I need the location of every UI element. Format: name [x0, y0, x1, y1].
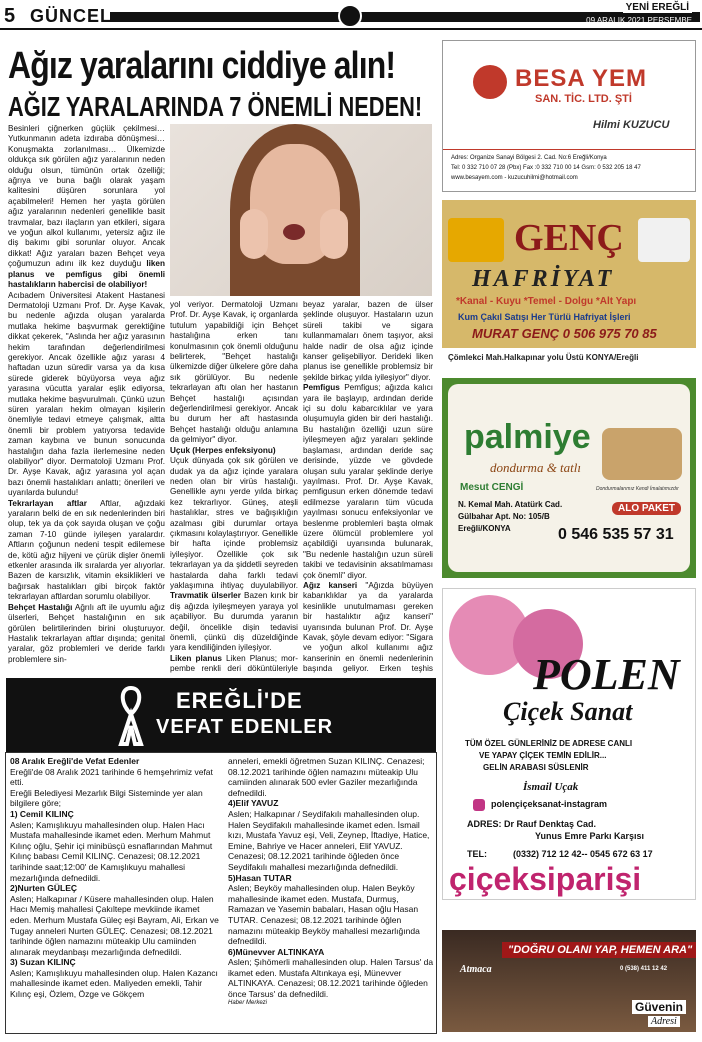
obituary-title-2: VEFAT EDENLER [156, 716, 334, 738]
obituary-title-1: EREĞLİ'DE [176, 688, 303, 713]
ad-polen-cicek[interactable]: POLEN Çiçek Sanat TÜM ÖZEL GÜNLERİNİZ DE ADRESE CANLI VE YAPAY ÇİÇEK TEMİN EDİLİR... GELİN ARABASI SÜSLENİR İsmail Uçak polençiçeksanat-instagram ADRES: Dr Rauf Denktaş Cad. Yunus Emre Parkı Karşısı TEL: (0332) 712 12 42-- 0545 672 63 17 çiçeksiparişi [442, 588, 696, 900]
ad-atmaca[interactable]: "DOĞRU OLANI YAP, HEMEN ARA" Atmaca 0 (538) 411 12 42 Güvenin Adresi [442, 930, 696, 1032]
globe-icon [338, 4, 362, 28]
section-name: GÜNCEL [30, 6, 112, 26]
paper-name: YENİ EREĞLİ [623, 2, 692, 13]
article-photo [170, 124, 432, 296]
obituary-column-2: anneleri, emekli öğretmen Suzan KILINÇ. Cenazesi; 08.12.2021 tarihinde öğlen namazını müteakip Ulu camiinden alınarak 500 evler Gaziler mezarlığında defnedildi. 4)Elif YAVUZ Aslen; Halkapınar / Seydifakılı mahallesinden olup. Halen Seydifakılı mahallesinde ikamet eden. İsmail kızı, Mustafa Yavuz eşi, Veli, Zeynep, İftadiye, Hatice, Emine, Bahriye ve Hacer anneleri, Elif YAVUZ. Cenazesi; 08.12.2021 tarihinde öğleden önce Seydifakılı mahallesi mezarlığında defnedildi. 5)Hasan TUTAR Aslen; Beyköy mahallesinden olup. Halen Beyköy mahallesinde ikamet eden. Mustafa, Durmuş, Ramazan ve Yasemin babaları, Hasan oğlu Hasan TUTAR. Cenazesi; 08.12.2021 tarihinde öğlen namazını müteakip Beyköy mahallesi mezarlığında defnedildi. 6)Münevver ALTINKAYA Aslen; Şıhömerli mahallesinden olup. Halen Tarsus' da ikamet eden. Mustafa Altınkaya eşi, Münevver ALTINKAYA. Cenazesi; 08.12.2021 tarihinde öğleden önce Tarsus' da defnedildi. Haber Merkezi [228, 756, 434, 1006]
ad-besa-yem[interactable]: BESA YEM SAN. TİC. LTD. ŞTİ Hilmi KUZUCU Adres: Organize Sanayi Bölgesi 2. Cad. No:6 Ereğli/Konya Tel: 0 332 710 07 28 (Pbx) Fax :0 332 710 00 14 Gsm: 0 532 205 18 47 www.besayem.com - kuzucuhilmi@hotmail.com [442, 40, 696, 192]
besa-logo-icon [473, 65, 507, 99]
article-column-2: yol veriyor. Dermatoloji Uzmanı Prof. Dr. Ayşe Kavak, iç organlarda tutulum yapabildiği için Behçet hastalığına erken tanı konulmasının çok önemli olduğunu belirterek, "Behçet hastalığı ülkemizde diğer ülkelere göre daha sık görülüyor. Bu nedenle tekrarlayan aftı olan her hastanın Behçet hastalığı açısından değerlendirilmesi gerekiyor. Ancak bu durum her aft hastasında Behçet hastalığı olduğu anlamına da gelmiyor" diyor. Uçuk (Herpes enfeksiyonu) Uçuk dünyada çok sık görülen ve dudak ya da ağız içinde yaralara neden olan bir virüs hastalığı. Genellikle aynı yerde yılda birkaç kez tekrarlıyor. Güneş, ateşli hastalıklar, stres ve bağışıklığın azalması gibi durumlar ortaya çıkmasını kolaylaştırıyor. Genellikle bir hafta içinde problemsiz iyileşiyor. Özellikle çok sık tekrarlayan ya da şiddetli seyreden hastalarda daha farklı tedavi yaklaşımına ihtiyaç duyulabiliyor. Travmatik ülserler Bazen kırık bir diş ağızda iyileşmeyen yaraya yol açabiliyor. Bu durumda yaranın değil, öncelikle dişin tedavisi önemli, çünkü diş düzeldiğinde yara kendiliğinden iyileşiyor. Liken planus Liken Planus; mor-pembe renkli deri döküntüleriyle [170, 300, 298, 674]
article-column-1: Besinleri çiğnerken güçlük çekilmesi… Yutkunmanın adeta izdıraba dönüşmesi… Konuşmakta zorlanılması… Ülkemizde oldukça sık görülen ağız yaralarının neden olduğu olsun, tümünün ortak özelliği; ağrıya ve buna bağlı olarak yaşam kalitesini düşüren sorunlara yol açabilmeleri! Hemen her yaşta görülen ağız yaralarının nedenleri genellikle basit travmalar, bazı ilaçların yan etkileri, sigara ve yoğun alkol kullanımı, yetersiz ağız ile diş bakımı gibi sorunlar oluyor. Ancak dikkat! Ağız yaraları bazen Behçet veya çoğumuzun adını ilk kez duyduğu liken planus ve pemfigus gibi önemli hastalıkların habercisi de olabiliyor! Acıbadem Üniversitesi Atakent Hastanesi Dermatoloji Uzmanı Prof. Dr. Ayşe Kavak, bu nedenle ağızda oluşan yaralarda mutlaka hekime başvurmak gerektiğine dikkat çekerek, "Aslında her ağız yarasının hekim tarafından değerlendirilmesi gerekiyor. Ancak özellikle ağız yarası 4 haftadan uzun süredir varsa ya da kısa sürede giderek büyüyorsa veya ağız yarasına vücutta yaralar eşlik ediyorsa, mutlaka hekime başvurulmalı. Çünkü uzun süren yaraları hekim olmayan kişilerin önemliyle tedavi etmeye çalışmak, altta önemli bir problem yatıyorsa tedavide zaman kaybına ve bunun sonucunda hastalığın daha fazla ilerlemesine neden olabiliyor" diyor. Dermatoloji Uzmanı Prof. Dr. Ayşe Kavak, ağız yarasına yol açan bazı önemli hastalıkları anlattı; önerileri ve uyarılarda bulundu! Tekrarlayan aftlar Aftlar, ağızdaki yaraların belki de en sık nedenlerinden biri olup, tek ya da çok sayıda oluşan ve çoğu zaman 7-10 günde iyileşen yaralardır. Aftların çoğunun nedeni tespit edilemese de, kötü ağız hijyeni ve çürük dişler önemli etkenler arasında ilk sıralarda yer alıyorlar. Bazen de karsızlık, vitamin eksiklikleri ve bağırsak hastalıkları gibi birçok faktör tekrarlayan aftlardan sorumlu olabiliyor. Behçet Hastalığı Ağrılı aft ile uyumlu ağız ülserleri, Behçet hastalığının en sık görülen belirtilerinden birini oluşturuyor. Hastalık tekrarlayan aftlar dışında; genital yaralar, göz problemleri ve deride farklı problemlere sin- [8, 124, 165, 664]
obituary-column-1: 08 Aralık Ereğli'de Vefat Edenler Ereğli'de 08 Aralık 2021 tarihinde 6 hemşehrimiz vefat etti. Ereğli Belediyesi Mezarlık Bilgi Sisteminde yer alan bilgilere göre; 1) Cemil KILINÇ Aslen; Kamışlıkuyu mahallesinden olup. Halen Hacı Mustafa mahallesinde ikamet eden. Merhum Mahmut Kılınç oğlu, Şehir içi minibüsçü esnaflarından Mahmut Kılınç babası Cemil KILINÇ. Cenazesi; 08.12.2021 tarihinde saat;12:00' de Kamışlıkuyu mahallesi mezarlığında defnedildi. 2)Nurten GÜLEÇ Aslen; Halkapınar / Küsere mahallesinden olup. Halen Hacı Memiş mahallesi Çakıltepe mevkiinde ikamet eden. Merhum Mustafa Güleç eşi Bayram, Ali, Erkan ve Tugay anneleri Nurten GÜLEÇ. Cenazesi; 08.12.2021 tarihinde öğlen namazını müteakip Ulu camiinden alınarak meydanbaşı mezarlığında defnedildi. 3) Suzan KILINÇ Aslen; Kamışlıkuyu mahallesinden olup. Halen Kazancı mahallesinde ikamet eden. Maliyeden emekli, Tahir Kılınç eşi, Özlem, Özge ve Gökçem [10, 756, 219, 1000]
dessert-icon [602, 428, 682, 480]
mourning-ribbon-icon [118, 686, 144, 746]
obituary-banner [6, 678, 436, 752]
subheadline: AĞIZ YARALARINDA 7 ÖNEMLİ NEDEN! [8, 91, 423, 122]
ad-palmiye[interactable]: palmiye dondurma & tatlı Mesut CENGİ Dondurmalarımız Kendi İmalatımızdır N. Kemal Mah. Atatürk Cad. Gülbahar Apt. No: 105/B Ereğli/KONYA ALO PAKET 0 546 535 57 31 [442, 378, 696, 578]
truck-icon [638, 218, 690, 262]
excavator-icon [448, 218, 504, 262]
ad-genc-hafriyat[interactable]: GENÇ HAFRİYAT *Kanal - Kuyu *Temel - Dolgu *Alt Yapı Kum Çakıl Satışı Her Türlü Hafriyat İşleri MURAT GENÇ 0 506 975 70 85 Çömlekci Mah.Halkapınar yolu Üstü KONYA/Ereğli [442, 200, 696, 368]
page-number: 5 [4, 5, 16, 27]
page-header [0, 0, 702, 30]
headline: Ağız yaralarını ciddiye alın! [8, 45, 396, 87]
article-column-3: beyaz yaralar, bazen de ülser şeklinde oluşuyor. Hastaların uzun süreli takibi ve sigara kullanmamaları önem taşıyor, aksi halde nadir de olsa ağız içinde kanser gelişebiliyor. Derideki liken planus ise genellikle problemsiz bir şekilde birkaç yılda iyileşiyor" diyor. Pemfigus Pemfigus; ağızda kalıcı yara ile başlayıp, ardından deride içi su dolu kabarcıklılar ve yara oluşumuyla giden bir deri hastalığı. Bu hastalığın özelliği uzun süre iyileşmeyen ağız yaraları şeklinde başlaması, ardından deride saç derisinde, yüzde ve gövdede oluşan sulu yaralar şeklinde deriye yayılması. Prof. Dr. Ayşe Kavak, pemfigusun erken dönemde tedavi edilmezse yaraların tüm vücuda yayılması sonucu enfeksiyonlar ve beslenme problemleri başta olmak üzere ölümcül problemlere yol açabildiği uyarısında bulunarak, "Bu nedenle hastalığın uzun süreli takibi ve tedavisinin aksatılmaması çok önemli" diyor. Ağız kanseri "Ağızda büyüyen kabarıklıklar ya da yaralarda kesinlikle unutulmaması gereken bir hastalıktır ağız kanseri" uyarısında bulunan Prof. Dr. Ayşe Kavak, şöyle devam ediyor: "Sigara ve yoğun alkol kullanımı ağız kanserinin en önemli nedenlerinin başında geliyor. Erken teşhis [303, 300, 433, 674]
instagram-icon [473, 799, 485, 811]
issue-date: 09 ARALIK 2021 PERŞEMBE [586, 16, 692, 25]
